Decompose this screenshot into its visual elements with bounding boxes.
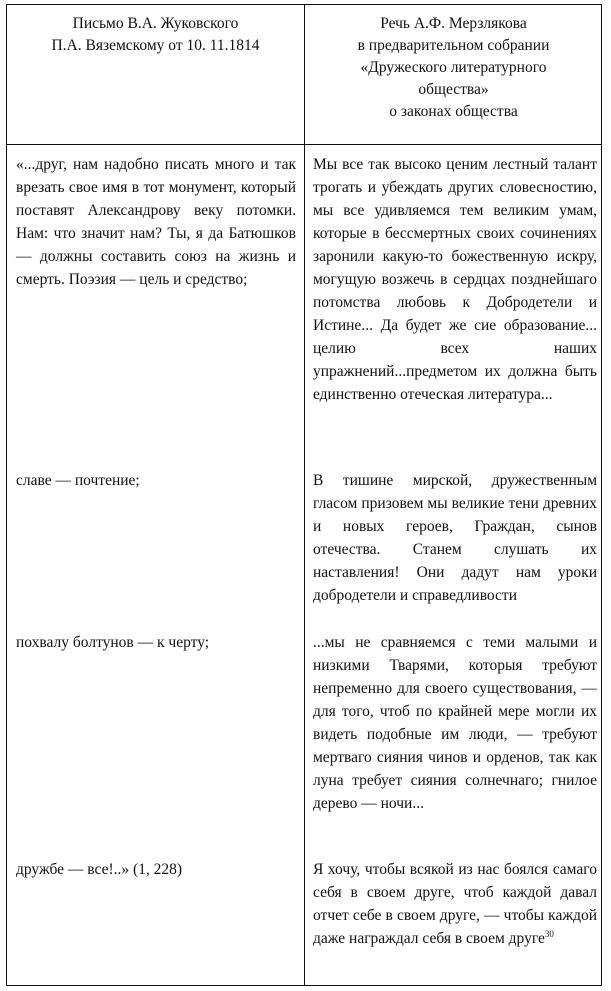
header-right (308, 13, 599, 123)
row-3-right (313, 631, 597, 815)
row-1-right (313, 153, 597, 406)
row-4-right-text: Я хочу, чтобы всякой из нас боялся самаго себя в своем друге, чтоб каждой давал отчет себе в своем друге, — чтобы каждой даже награждал себя в своем друге (313, 861, 597, 947)
row-2-right-text: В тишине мирской, дружественным гласом призовем мы великие тени древних и новых героев, Граждан, сынов отечества. Станем слушать их наставления! Они дадут нам уроки добродетели и справедливости (313, 472, 597, 604)
header-divider (7, 144, 601, 145)
row-2-left (16, 469, 296, 492)
row-3-left (16, 631, 296, 654)
row-2-left-text: славе — почтение; (16, 472, 140, 489)
footnote-marker: 30 (544, 928, 554, 939)
row-3-left-text: похвалу болтунов — к черту; (16, 634, 210, 651)
header-left-line-1: Письмо В.А. Жуковского (72, 15, 239, 32)
row-1-right-text: Мы все так высоко ценим лестный талант трогать и убеждать других словесностию, мы все удивляемся тем великим умам, которые в бессмертных своих сочинениях заронили какую-то божественную искру, могущую возжечь в сердцах позднейшаго потомства любовь к Добродетели и Истине... Да будет же сие образование... целию всех наших упражнений...предметом их должна быть единственно отеческая литература... (313, 156, 597, 403)
row-2-right (313, 469, 597, 607)
row-4-right (313, 858, 597, 950)
header-right-line-1: Речь А.Ф. Мерзлякова (380, 15, 527, 32)
row-4-right-para (313, 858, 597, 950)
row-1-left (16, 153, 296, 291)
header-right-line-5: о законах общества (389, 103, 518, 120)
row-3-right-text: ...мы не сравняемся с теми малыми и низкими Тварями, которыя требуют непременно для своего существования, — для того, чтоб по крайней мере могли их видеть подобные им люди, — требуют мертваго сияния чинов и орденов, так как луна требует сияния солнечнаго; гнилое дерево — ночи... (313, 634, 597, 812)
comparison-table (6, 4, 602, 986)
header-right-line-3: «Дружеского литературного (360, 59, 547, 76)
row-4-left-text: дружбе — все!..» (1, 228) (16, 861, 183, 878)
header-right-line-2: в предварительном собрании (357, 37, 550, 54)
header-left-line-2: П.А. Вяземскому от 10. 11.1814 (51, 37, 260, 54)
row-1-left-text: «...друг, нам надобно писать много и так врезать свое имя в тот монумент, который поставят Александрову веку потомки. Нам: что значит нам? Ты, я да Батюшков — должны составить союз на жизнь и смерть. Поэзия — цель и средство; (16, 156, 296, 288)
column-divider (304, 5, 305, 985)
row-4-left (16, 858, 296, 881)
header-right-line-4: общества» (418, 81, 489, 98)
header-left (11, 13, 300, 57)
